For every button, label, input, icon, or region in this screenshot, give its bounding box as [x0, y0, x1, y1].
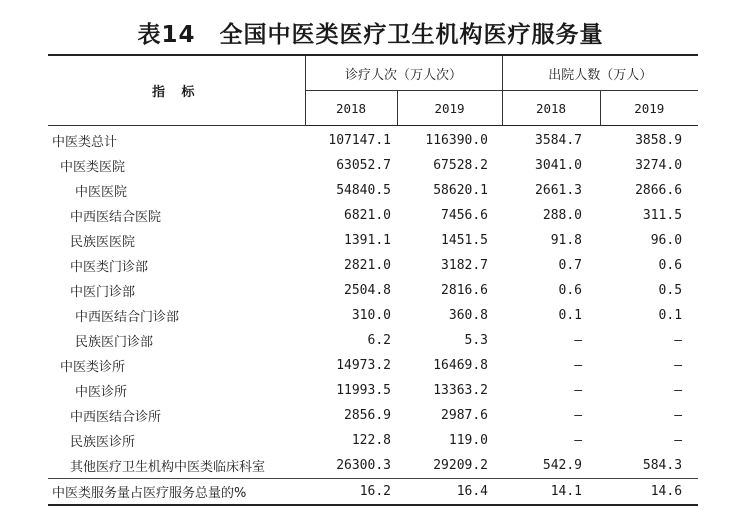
table-row: [48, 403, 698, 428]
cell-value: 2866.6: [635, 183, 683, 198]
cell-value: 116390.0: [425, 133, 489, 148]
cell-value: 96.0: [650, 233, 683, 248]
service-volume-table: [48, 54, 698, 506]
cell-value: 0.1: [658, 308, 683, 323]
cell-value: 310.0: [351, 308, 391, 323]
table-row: [48, 303, 698, 328]
cell-value: 3584.7: [535, 133, 583, 148]
row-label: 民族医诊所: [70, 435, 136, 450]
cell-value: 6.2: [367, 333, 391, 348]
cell-value: 11993.5: [336, 383, 391, 398]
discharge-group-header: 出院人数（万人）: [502, 55, 698, 91]
row-label: 中医诊所: [75, 385, 128, 400]
table-body: [48, 126, 698, 506]
cell-value: 311.5: [642, 208, 683, 223]
cell-value: –: [674, 408, 683, 423]
cell-value: 6821.0: [344, 208, 391, 223]
cell-value: 0.5: [658, 283, 683, 298]
cell-value: 13363.2: [433, 383, 489, 398]
cell-value: 3182.7: [441, 258, 489, 273]
cell-value: 16.4: [397, 479, 502, 506]
cell-value: 288.0: [542, 208, 583, 223]
table-title: 表14 全国中医类医疗卫生机构医疗服务量: [137, 22, 604, 48]
cell-value: 1391.1: [344, 233, 391, 248]
cell-value: –: [574, 433, 583, 448]
cell-value: 16.2: [305, 479, 397, 506]
cell-value: 119.0: [448, 433, 489, 448]
cell-value: 29209.2: [433, 458, 489, 473]
row-label: 中医类诊所: [60, 360, 126, 375]
year-header: 2018: [502, 91, 600, 126]
cell-value: –: [674, 358, 683, 373]
row-label: 中医类门诊部: [70, 260, 149, 275]
cell-value: 584.3: [642, 458, 683, 473]
cell-value: –: [574, 358, 583, 373]
year-header: 2019: [397, 91, 502, 126]
cell-value: 0.6: [658, 258, 683, 273]
cell-value: –: [674, 383, 683, 398]
table-row: [48, 228, 698, 253]
cell-value: 3041.0: [535, 158, 583, 173]
row-label: 中医医院: [75, 185, 128, 200]
cell-value: 360.8: [448, 308, 489, 323]
cell-value: 5.3: [464, 333, 489, 348]
table-row: [48, 453, 698, 479]
cell-value: 7456.6: [441, 208, 489, 223]
table-row: [48, 253, 698, 278]
year-header: 2019: [600, 91, 698, 126]
table-row: [48, 479, 698, 506]
cell-value: 3274.0: [635, 158, 683, 173]
cell-value: 2856.9: [344, 408, 391, 423]
header-row-groups: [48, 55, 698, 91]
cell-value: 2504.8: [344, 283, 391, 298]
cell-value: 58620.1: [433, 183, 489, 198]
cell-value: 26300.3: [336, 458, 391, 473]
cell-value: –: [574, 383, 583, 398]
cell-value: 14.1: [502, 479, 600, 506]
row-label: 其他医疗卫生机构中医类临床科室: [70, 460, 266, 475]
cell-value: 2987.6: [441, 408, 489, 423]
table-row: [48, 153, 698, 178]
table-row: [48, 428, 698, 453]
row-label: 中西医结合诊所: [70, 410, 162, 425]
table-row: [48, 378, 698, 403]
table-row: [48, 126, 698, 154]
cell-value: 2661.3: [535, 183, 583, 198]
cell-value: 54840.5: [336, 183, 391, 198]
cell-value: 91.8: [550, 233, 583, 248]
cell-value: 2816.6: [441, 283, 489, 298]
row-label: 中医类总计: [52, 135, 118, 150]
cell-value: 2821.0: [344, 258, 391, 273]
cell-value: 542.9: [542, 458, 583, 473]
row-label: 民族医门诊部: [75, 335, 154, 350]
table-row: [48, 328, 698, 353]
cell-value: 3858.9: [635, 133, 683, 148]
indicator-header: 指 标: [48, 55, 305, 126]
cell-value: –: [674, 433, 683, 448]
cell-value: 107147.1: [328, 133, 391, 148]
visits-group-header: 诊疗人次（万人次）: [305, 55, 502, 91]
cell-value: 1451.5: [441, 233, 489, 248]
row-label: 民族医医院: [70, 235, 136, 250]
table-row: [48, 178, 698, 203]
cell-value: 0.1: [558, 308, 583, 323]
cell-value: 0.6: [558, 283, 583, 298]
row-label: 中西医结合门诊部: [75, 310, 180, 325]
cell-value: 67528.2: [433, 158, 489, 173]
row-label: 中西医结合医院: [70, 210, 162, 225]
row-label: 中医类医院: [60, 160, 126, 175]
table-row: [48, 203, 698, 228]
cell-value: 0.7: [558, 258, 583, 273]
row-label: 中医门诊部: [70, 285, 136, 300]
table-row: [48, 278, 698, 303]
cell-value: –: [574, 333, 583, 348]
cell-value: –: [574, 408, 583, 423]
row-label: 中医类服务量占医疗服务总量的%: [48, 479, 305, 506]
cell-value: 16469.8: [433, 358, 489, 373]
cell-value: 63052.7: [336, 158, 391, 173]
table-row: [48, 353, 698, 378]
cell-value: 14.6: [600, 479, 698, 506]
cell-value: 122.8: [351, 433, 391, 448]
cell-value: 14973.2: [336, 358, 391, 373]
cell-value: –: [674, 333, 683, 348]
year-header: 2018: [305, 91, 397, 126]
